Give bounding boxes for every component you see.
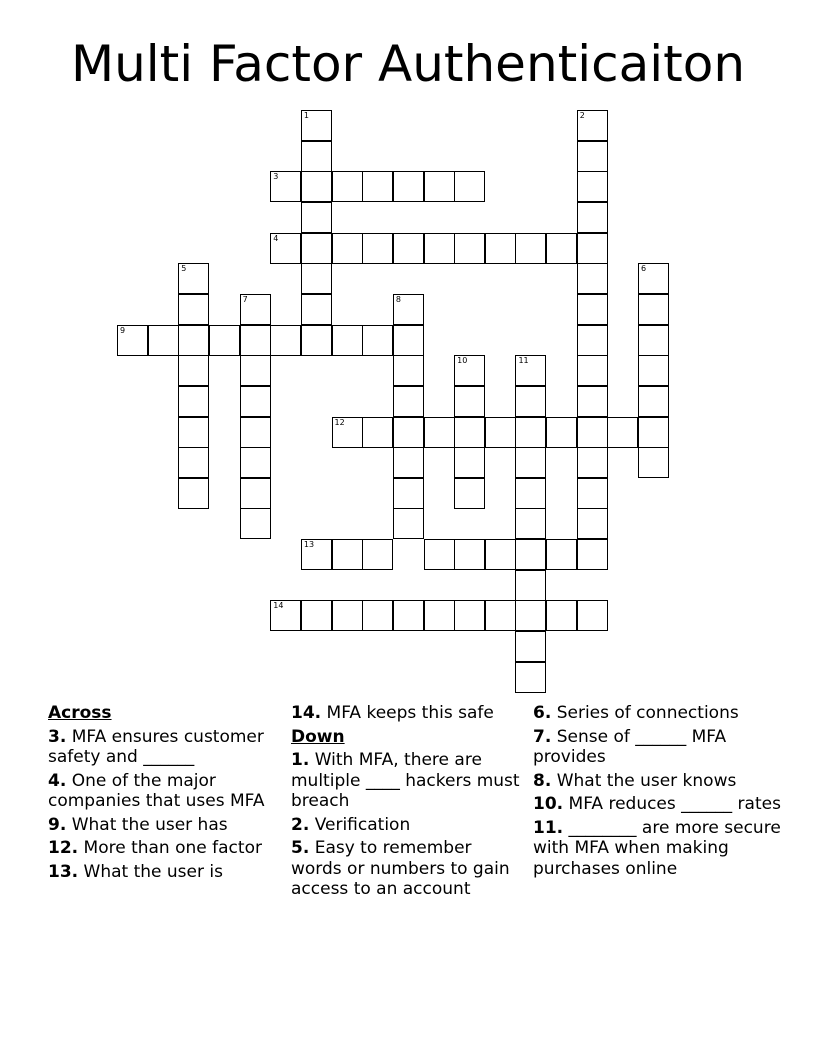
down-heading: Down: [291, 726, 345, 747]
cell-number: 8: [395, 294, 401, 304]
clue-text: MFA ensures customer safety and ______: [48, 726, 264, 767]
crossword-cell: [393, 447, 424, 478]
page-title: Multi Factor Authenticaiton: [70, 35, 746, 93]
crossword-cell: [301, 202, 332, 233]
crossword-cell: [424, 539, 455, 570]
clue-text: MFA keeps this safe: [326, 703, 494, 723]
crossword-cell: [178, 478, 209, 509]
crossword-cell: [301, 325, 332, 356]
clue-down-11: [533, 818, 783, 880]
clue-number: 2.: [291, 814, 310, 835]
crossword-cell: [577, 447, 608, 478]
crossword-cell: [393, 417, 424, 448]
cell-number: 14: [273, 601, 284, 611]
crossword-cell: [393, 233, 424, 264]
clue-down-8: [533, 771, 783, 792]
clue-text: What the user knows: [556, 770, 737, 791]
crossword-cell: [546, 233, 577, 264]
crossword-cell: [515, 570, 546, 601]
crossword-cell: [454, 539, 485, 570]
crossword-cell: [178, 447, 209, 478]
crossword-cell: [178, 325, 209, 356]
crossword-cell: [332, 233, 363, 264]
clue-number: 11.: [533, 817, 564, 838]
crossword-cell: [270, 171, 301, 202]
cell-number: 2: [579, 111, 585, 120]
crossword-cell: [454, 171, 485, 202]
crossword-cell: [515, 478, 546, 509]
crossword-cell: [485, 539, 516, 570]
crossword-cell: [454, 478, 485, 509]
crossword-cell: [638, 386, 669, 417]
crossword-cell: [515, 417, 546, 448]
cell-number: 5: [181, 264, 187, 274]
crossword-cell: [485, 233, 516, 264]
crossword-cell: [240, 386, 271, 417]
crossword-cell: [393, 386, 424, 417]
clue-text: Sense of ______ MFA provides: [533, 726, 727, 767]
crossword-cell: [515, 662, 546, 693]
middle-clues-column: [291, 703, 523, 903]
clue-number: 6.: [533, 703, 552, 723]
cell-number: 6: [641, 264, 647, 274]
cell-number: 12: [334, 417, 345, 427]
crossword-cell: [178, 386, 209, 417]
crossword-cell: [638, 447, 669, 478]
crossword-cell: [577, 386, 608, 417]
crossword-cell: [577, 600, 608, 631]
crossword-cell: [424, 600, 455, 631]
crossword-cell: [454, 233, 485, 264]
crossword-cell: [393, 478, 424, 509]
clue-down-5: [291, 838, 523, 900]
clue-number: 13.: [48, 861, 79, 882]
crossword-cell: [638, 294, 669, 325]
crossword-cell: [209, 325, 240, 356]
crossword-cell: [393, 325, 424, 356]
clue-down-1: [291, 750, 523, 812]
crossword-cell: [515, 631, 546, 662]
crossword-cell: [332, 171, 363, 202]
crossword-cell: [515, 447, 546, 478]
crossword-cell: [577, 171, 608, 202]
crossword-cell: [301, 539, 332, 570]
crossword-cell: [301, 141, 332, 172]
clue-number: 5.: [291, 838, 310, 858]
crossword-cell: [362, 600, 393, 631]
crossword-cell: [117, 325, 148, 356]
clue-down-2: [291, 815, 523, 836]
crossword-cell: [485, 600, 516, 631]
clue-across-3: [48, 727, 278, 768]
clue-text: More than one factor: [83, 838, 262, 858]
crossword-cell: [424, 233, 455, 264]
crossword-cell: [638, 355, 669, 386]
cell-number: 1: [303, 111, 309, 120]
clue-down-6: [533, 703, 783, 724]
crossword-cell: [178, 355, 209, 386]
across-heading: Across: [48, 703, 112, 723]
crossword-cell: [454, 447, 485, 478]
crossword-cell: [301, 110, 332, 141]
crossword-cell: [332, 600, 363, 631]
cell-number: 13: [303, 540, 315, 550]
clue-number: 8.: [533, 770, 552, 791]
crossword-cell: [424, 417, 455, 448]
clue-number: 4.: [48, 770, 67, 791]
crossword-cell: [577, 141, 608, 172]
crossword-cell: [546, 539, 577, 570]
crossword-cell: [362, 325, 393, 356]
crossword-cell: [301, 263, 332, 294]
clue-number: 3.: [48, 726, 67, 747]
crossword-cell: [424, 171, 455, 202]
crossword-cell: [270, 325, 301, 356]
crossword-cell: [332, 539, 363, 570]
crossword-cell: [393, 355, 424, 386]
crossword-cell: [577, 508, 608, 539]
clue-number: 14.: [291, 703, 322, 723]
cell-number: 10: [457, 356, 468, 366]
crossword-cell: [240, 325, 271, 356]
crossword-cell: [577, 478, 608, 509]
crossword-cell: [577, 233, 608, 264]
crossword-cell: [485, 417, 516, 448]
crossword-cell: [515, 600, 546, 631]
crossword-cell: [515, 539, 546, 570]
crossword-cell: [393, 600, 424, 631]
clue-number: 1.: [291, 750, 310, 770]
crossword-cell: [454, 355, 485, 386]
crossword-cell: [515, 233, 546, 264]
clue-number: 7.: [533, 726, 552, 747]
clue-text: ________ are more secure with MFA when making purchases online: [533, 817, 781, 879]
crossword-cell: [393, 294, 424, 325]
crossword-cell: [577, 325, 608, 356]
crossword-cell: [301, 600, 332, 631]
cell-number: 7: [242, 294, 248, 304]
crossword-cell: [454, 386, 485, 417]
crossword-cell: [577, 263, 608, 294]
crossword-cell: [515, 508, 546, 539]
crossword-cell: [240, 294, 271, 325]
clue-text: Easy to remember words or numbers to gain access to an account: [291, 838, 510, 899]
clue-number: 10.: [533, 794, 564, 814]
crossword-cell: [240, 417, 271, 448]
crossword-cell: [270, 600, 301, 631]
clue-text: Series of connections: [556, 703, 739, 723]
crossword-cell: [515, 355, 546, 386]
crossword-cell: [240, 355, 271, 386]
crossword-cell: [577, 417, 608, 448]
crossword-cell: [270, 233, 301, 264]
crossword-cell: [454, 600, 485, 631]
crossword-cell: [577, 110, 608, 141]
crossword-cell: [393, 508, 424, 539]
right-clues-column: [533, 703, 783, 882]
clue-across-12: [48, 838, 278, 859]
clue-text: One of the major companies that uses MFA: [48, 770, 265, 811]
clue-text: What the user has: [71, 814, 228, 835]
crossword-cell: [577, 539, 608, 570]
cell-number: 9: [120, 325, 126, 335]
clue-text: With MFA, there are multiple ____ hackers must breach: [291, 750, 520, 811]
crossword-cell: [332, 417, 363, 448]
crossword-cell: [577, 294, 608, 325]
crossword-cell: [638, 325, 669, 356]
cell-number: 4: [273, 233, 279, 243]
crossword-cell: [362, 417, 393, 448]
crossword-cell: [577, 355, 608, 386]
crossword-cell: [240, 508, 271, 539]
crossword-cell: [362, 539, 393, 570]
crossword-cell: [546, 417, 577, 448]
clue-across-14: [291, 703, 523, 724]
crossword-cell: [301, 171, 332, 202]
crossword-cell: [638, 417, 669, 448]
crossword-cell: [362, 233, 393, 264]
crossword-cell: [240, 447, 271, 478]
crossword-cell: [240, 478, 271, 509]
crossword-cell: [515, 386, 546, 417]
crossword-cell: [393, 171, 424, 202]
clue-number: 9.: [48, 814, 67, 835]
clue-text: Verification: [314, 814, 411, 835]
crossword-cell: [301, 233, 332, 264]
clue-number: 12.: [48, 838, 79, 858]
clue-text: What the user is: [83, 861, 223, 882]
clue-down-10: [533, 794, 783, 815]
clue-across-13: [48, 862, 278, 883]
crossword-cell: [178, 417, 209, 448]
across-clues-column: [48, 703, 278, 885]
clue-down-7: [533, 727, 783, 768]
crossword-cell: [577, 202, 608, 233]
crossword-cell: [178, 294, 209, 325]
crossword-cell: [301, 294, 332, 325]
cell-number: 3: [273, 172, 279, 182]
crossword-cell: [638, 263, 669, 294]
cell-number: 11: [518, 356, 529, 366]
crossword-cell: [454, 417, 485, 448]
clue-across-9: [48, 815, 278, 836]
clue-text: MFA reduces ______ rates: [568, 794, 781, 814]
crossword-cell: [148, 325, 179, 356]
crossword-cell: [332, 325, 363, 356]
clue-across-4: [48, 771, 278, 812]
crossword-cell: [178, 263, 209, 294]
crossword-cell: [607, 417, 638, 448]
crossword-cell: [362, 171, 393, 202]
crossword-cell: [546, 600, 577, 631]
